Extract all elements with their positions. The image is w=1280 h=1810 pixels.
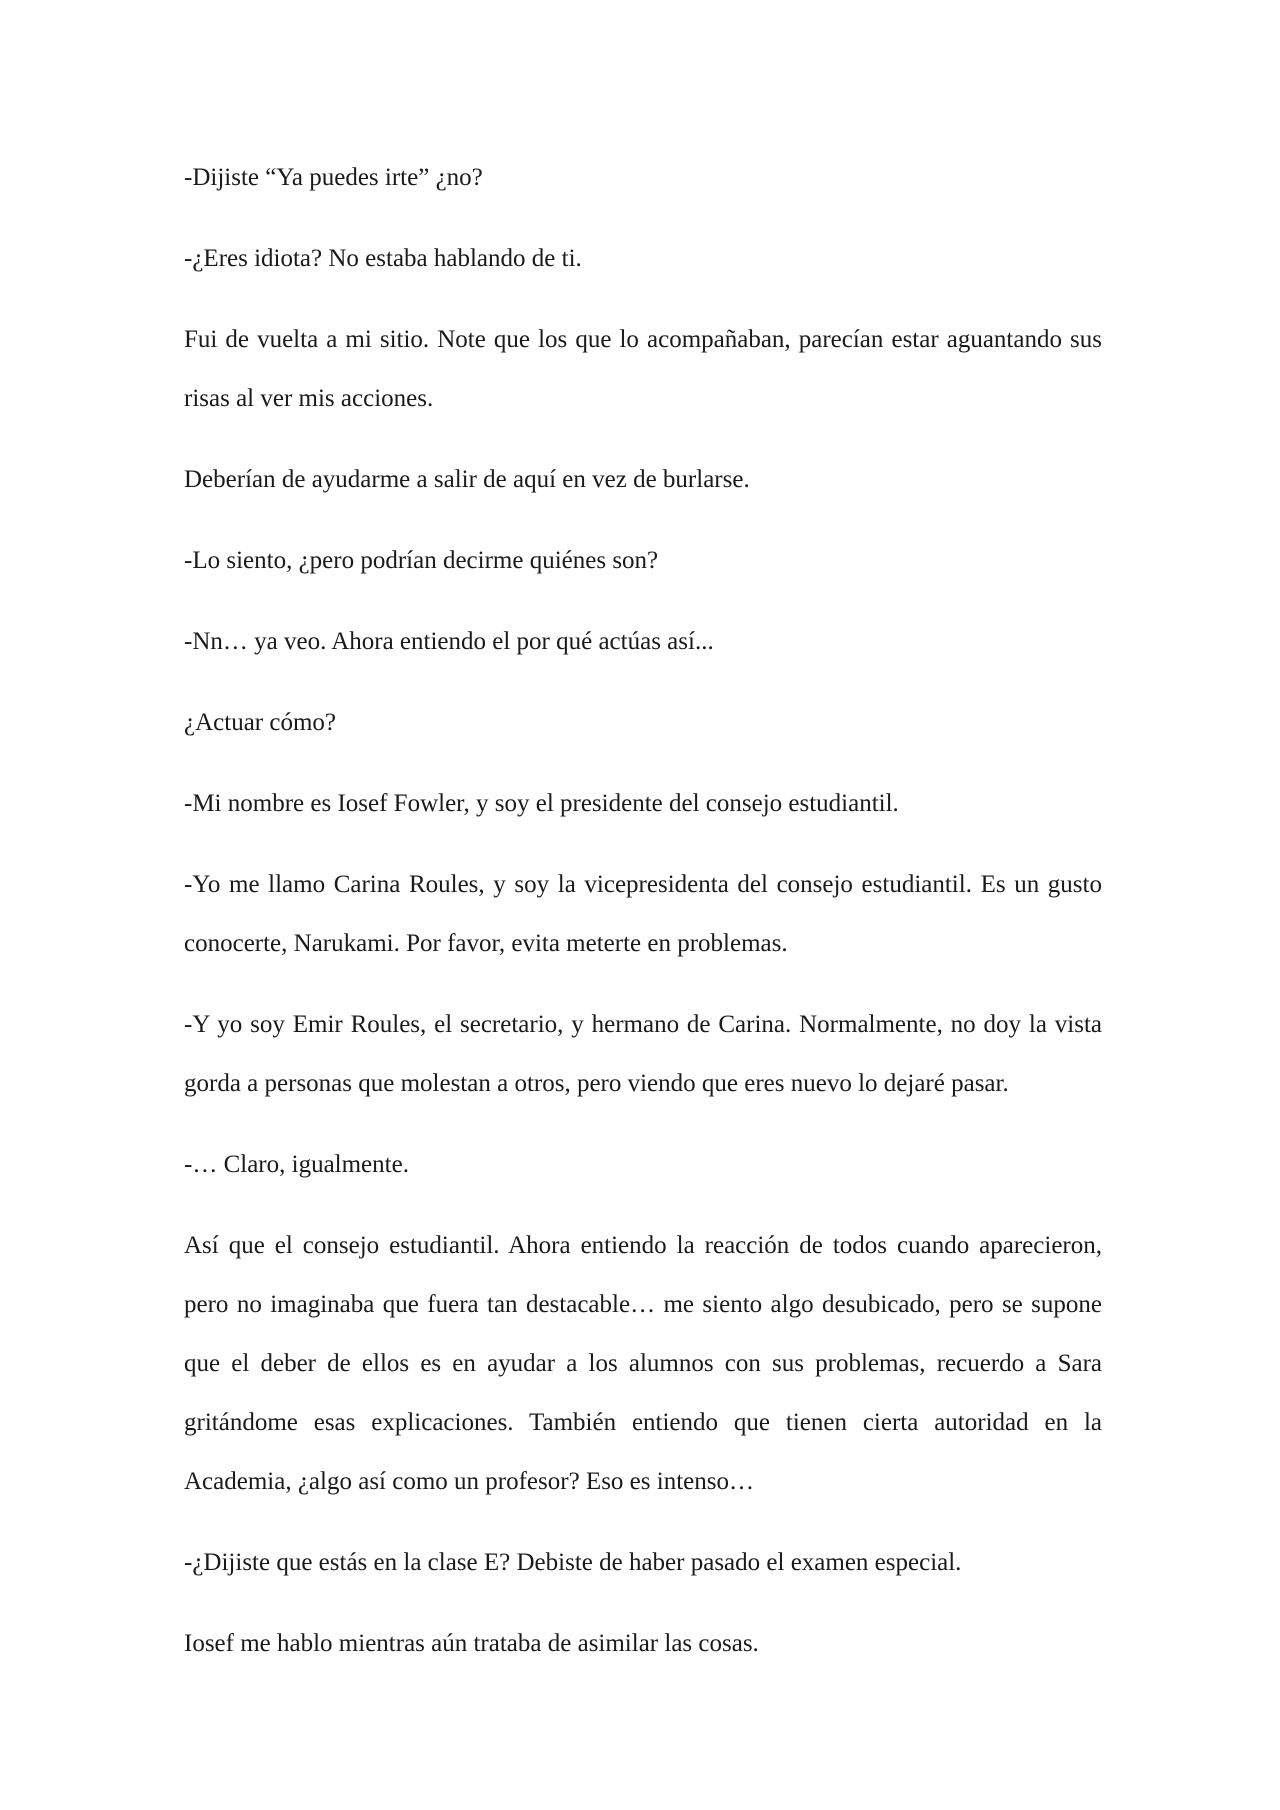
paragraph: -¿Eres idiota? No estaba hablando de ti. (184, 245, 582, 272)
paragraph: -Lo siento, ¿pero podrían decirme quiénes son? (184, 547, 659, 574)
paragraph: -Yo me llamo Carina Roules, y soy la vicepresidenta del consejo estudiantil. Es un gusto conocerte, Narukami. Por favor, evita meterte en problemas. (184, 871, 1102, 957)
body-text (184, 148, 1102, 1695)
paragraph: Deberían de ayudarme a salir de aquí en vez de burlarse. (184, 466, 750, 493)
paragraph: -Dijiste “Ya puedes irte” ¿no? (184, 164, 483, 191)
paragraph: Fui de vuelta a mi sitio. Note que los que lo acompañaban, parecían estar aguantando sus risas al ver mis acciones. (184, 326, 1102, 412)
paragraph: Así que el consejo estudiantil. Ahora entiendo la reacción de todos cuando aparecieron, pero no imaginaba que fuera tan destacable… me siento algo desubicado, pero se supone que el deber de ellos es en ayudar a los alumnos con sus problemas, recuerdo a Sara gritándome esas explicaciones. También entiendo que tienen cierta autoridad en la Academia, ¿algo así como un profesor? Eso es intenso… (184, 1232, 1102, 1495)
paragraph: ¿Actuar cómo? (184, 709, 337, 736)
paragraph: -¿Dijiste que estás en la clase E? Debiste de haber pasado el examen especial. (184, 1549, 962, 1576)
paragraph: -Mi nombre es Iosef Fowler, y soy el presidente del consejo estudiantil. (184, 790, 899, 817)
paragraph: -… Claro, igualmente. (184, 1151, 409, 1178)
paragraph: -Y yo soy Emir Roules, el secretario, y hermano de Carina. Normalmente, no doy la vista gorda a personas que molestan a otros, pero viendo que eres nuevo lo dejaré pasar. (184, 1011, 1102, 1097)
paragraph: -Nn… ya veo. Ahora entiendo el por qué actúas así... (184, 628, 714, 655)
paragraph: Iosef me hablo mientras aún trataba de asimilar las cosas. (184, 1630, 759, 1657)
